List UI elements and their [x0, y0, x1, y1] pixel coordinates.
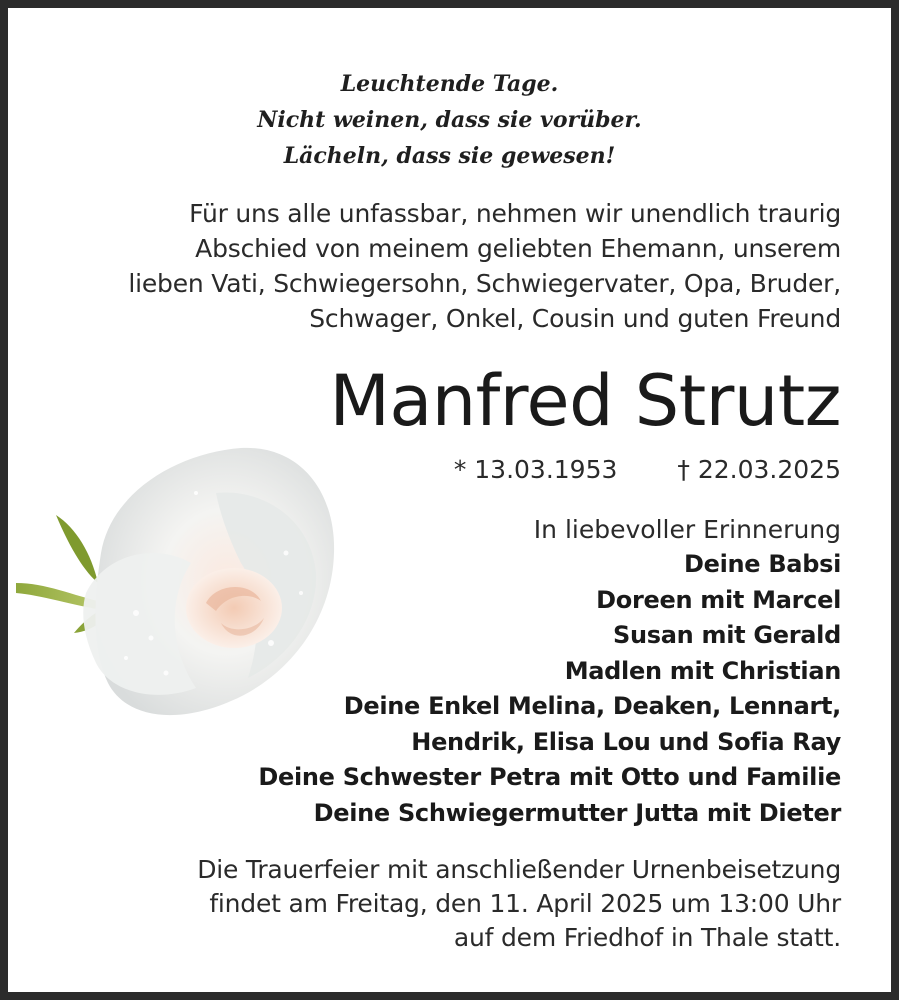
- motto-line: Leuchtende Tage.: [340, 71, 559, 97]
- birth-date: * 13.03.1953: [453, 455, 618, 484]
- intro-line: Für uns alle unfassbar, nehmen wir unendlich traurig: [189, 199, 841, 228]
- intro-line: Abschied von meinem geliebten Ehemann, unserem: [195, 234, 841, 263]
- funeral-details: [197, 853, 841, 955]
- mourners-lead: In liebevoller Erinnerung: [533, 515, 841, 544]
- funeral-line: findet am Freitag, den 11. April 2025 um 13:00 Uhr: [209, 889, 841, 918]
- mourner-entry: Deine Enkel Melina, Deaken, Lennart,: [343, 692, 841, 720]
- deceased-name: Manfred Strutz: [329, 360, 841, 442]
- funeral-line: auf dem Friedhof in Thale statt.: [453, 923, 841, 952]
- mourner-entry: Deine Schwester Petra mit Otto und Familie: [258, 763, 841, 791]
- mourner-entry: Hendrik, Elisa Lou und Sofia Ray: [411, 727, 841, 756]
- intro-line: Schwager, Onkel, Cousin und guten Freund: [309, 304, 841, 333]
- death-date: † 22.03.2025: [677, 455, 841, 484]
- mourner-entry: Doreen mit Marcel: [596, 585, 841, 614]
- motto-verse: [8, 66, 891, 174]
- life-dates: [454, 454, 841, 486]
- mourner-entry: Susan mit Gerald: [613, 621, 841, 649]
- motto-line: Lächeln, dass sie gewesen!: [283, 143, 616, 169]
- mourner-entry: Deine Babsi: [683, 550, 841, 578]
- mourner-entry: Deine Schwiegermutter Jutta mit Dieter: [313, 798, 841, 827]
- funeral-line: Die Trauerfeier mit anschließender Urnenbeisetzung: [197, 855, 841, 884]
- mourner-entry: Madlen mit Christian: [564, 656, 841, 685]
- motto-line: Nicht weinen, dass sie vorüber.: [257, 107, 642, 133]
- mourners-list: [258, 513, 841, 831]
- intro-line: lieben Vati, Schwiegersohn, Schwiegervater, Opa, Bruder,: [128, 269, 841, 298]
- intro-text: [128, 196, 841, 336]
- rose-sepal: [56, 515, 98, 583]
